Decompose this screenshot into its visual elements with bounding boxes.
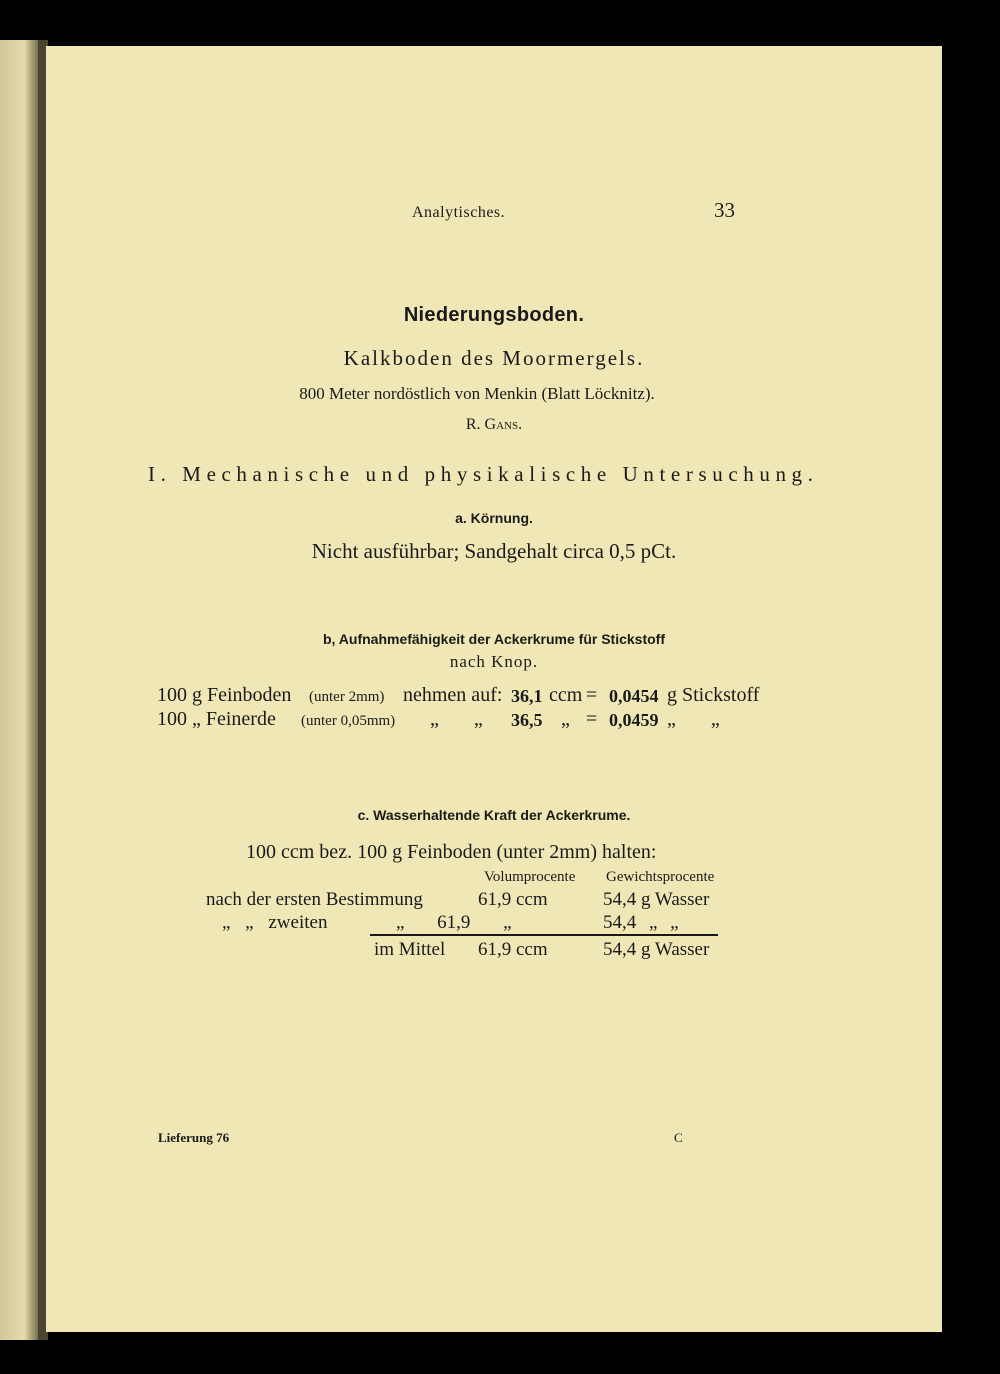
subtitle: Kalkboden des Moormergels. <box>343 346 645 370</box>
row-equals: = <box>586 708 598 730</box>
row-verb: nehmen auf: <box>403 684 503 706</box>
mean-weight: 54,4 g Wasser <box>603 939 710 960</box>
part-b-subheading: nach Knop. <box>449 652 539 671</box>
row-tail: „ „ <box>667 708 720 730</box>
row-weight: 54,4 „ „ <box>603 912 679 933</box>
row-unit: „ <box>561 708 570 730</box>
row-spec: (unter 2mm) <box>309 689 385 705</box>
page-number: 33 <box>714 198 735 222</box>
mean-volume: 61,9 ccm <box>478 939 548 960</box>
col-header-volume: Volumprocente <box>484 869 576 885</box>
location-line: 800 Meter nordöstlich von Menkin (Blatt Löcknitz). <box>299 384 655 403</box>
sum-rule <box>370 934 718 936</box>
row-volume: „ 61,9 „ <box>396 912 512 933</box>
row-value: 0,0459 <box>609 710 659 730</box>
row-volume: 61,9 ccm <box>478 889 548 910</box>
row-spec: (unter 0,05mm) <box>301 713 396 729</box>
book-spine <box>0 40 40 1340</box>
row-label: „ „ zweiten <box>222 912 328 933</box>
row-label: nach der ersten Bestimmung <box>206 889 423 910</box>
part-a-heading: a. Körnung. <box>455 510 533 526</box>
row-volume: 36,1 <box>511 686 543 706</box>
part-b-heading: b, Aufnahmefähigkeit der Ackerkrume für Stickstoff <box>322 631 666 647</box>
row-volume: 36,5 <box>511 710 543 730</box>
part-c-intro: 100 ccm bez. 100 g Feinboden (unter 2mm) halten: <box>246 841 657 863</box>
mean-label: im Mittel <box>374 939 446 960</box>
section-heading: I. Mechanische und physikalische Untersuchung. <box>148 462 819 486</box>
row-unit: ccm <box>549 684 583 706</box>
col-header-weight: Gewichtsprocente <box>606 869 715 885</box>
page-title: Niederungsboden. <box>403 304 585 326</box>
row-value: 0,0454 <box>609 686 659 706</box>
row-verb: „ „ <box>430 708 483 730</box>
part-a-text: Nicht ausführbar; Sandgehalt circa 0,5 pCt. <box>311 539 677 563</box>
row-lead: 100 g Feinboden <box>157 684 292 706</box>
footer-left: Lieferung 76 <box>158 1130 230 1145</box>
row-equals: = <box>586 684 598 706</box>
running-title: Analytisches. <box>412 204 506 221</box>
row-weight: 54,4 g Wasser <box>603 889 710 910</box>
author: R. Gans. <box>465 416 523 433</box>
part-c-heading: c. Wasserhaltende Kraft der Ackerkrume. <box>357 807 631 823</box>
book-page <box>46 46 942 1332</box>
row-lead: 100 „ Feinerde <box>157 708 276 730</box>
row-tail: g Stickstoff <box>667 684 760 706</box>
footer-signature: C <box>674 1130 683 1145</box>
